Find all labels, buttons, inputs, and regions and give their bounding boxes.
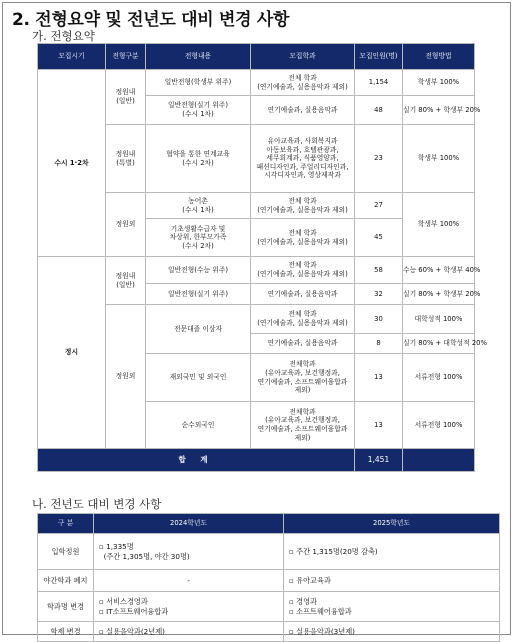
content-cell: 일반전형(실기 위주) — [146, 284, 251, 305]
year-2024-cell: ▫ 1,335명 (주간 1,305명, 야간 30명) — [94, 534, 284, 570]
admission-summary-table — [37, 43, 487, 472]
count-cell: 30 — [355, 305, 403, 334]
department-cell: 전체 학과 (연기예술과, 실용음악과 제외) — [251, 257, 355, 284]
comparison-header-row — [38, 514, 500, 534]
content-cell: 협약을 통한 연계교육 (수시 2차) — [146, 125, 251, 193]
total-empty-cell — [403, 449, 475, 472]
section-heading-summary: 가. 전형요약 — [32, 29, 95, 43]
method-cell: 학생부 100% — [403, 193, 475, 257]
header-division: 구 분 — [38, 514, 94, 534]
content-cell: 일반전형(학생부 위주) — [146, 70, 251, 96]
department-cell: 전체 학과 (연기예술과, 실용음악과 제외) — [251, 305, 355, 334]
table-row — [38, 534, 500, 570]
content-cell: 농어촌 (수시 1차) — [146, 193, 251, 219]
header-count: 모집인원(명) — [355, 44, 403, 70]
table-row — [38, 70, 475, 96]
year-2024-cell: - — [94, 570, 284, 592]
method-cell: 실기 80% + 학생부 20% — [403, 284, 475, 305]
content-cell: 일반전형(수능 위주) — [146, 257, 251, 284]
department-cell: 전체학과 (유아교육과, 보건행정과, 연기예술과, 소프트웨어융합과 제외) — [251, 402, 355, 449]
content-cell: 순수외국인 — [146, 402, 251, 449]
department-cell: 연기예술과, 실용음악과 — [251, 334, 355, 354]
header-year-2025: 2025학년도 — [284, 514, 500, 534]
page-title: 2. 전형요약 및 전년도 대비 변경 사항 — [12, 10, 290, 30]
content-cell: 기초생활수급자 및 차상위, 한부모가족 (수시 2차) — [146, 219, 251, 257]
year-2024-cell: ▫ 서비스경영과 ▫ IT소프트웨어융합과 — [94, 592, 284, 622]
total-value: 1,451 — [355, 449, 403, 472]
department-cell: 연기예술과, 실용음악과 — [251, 96, 355, 125]
count-cell: 8 — [355, 334, 403, 354]
year-2024-cell: ▫ 실용음악과(2년제) — [94, 622, 284, 642]
year-comparison-table — [37, 513, 500, 642]
row-label: 학제 변경 — [38, 622, 94, 642]
row-label: 입학정원 — [38, 534, 94, 570]
year-2025-cell: ▫ 유아교육과 — [284, 570, 500, 592]
table-row — [38, 592, 500, 622]
total-row — [38, 449, 475, 472]
row-label: 학과명 변경 — [38, 592, 94, 622]
count-cell: 58 — [355, 257, 403, 284]
department-cell: 전체 학과 (연기예술과, 실용음악과 제외) — [251, 70, 355, 96]
count-cell: 48 — [355, 96, 403, 125]
method-cell: 서류전형 100% — [403, 354, 475, 402]
summary-header-row — [38, 44, 475, 70]
table-row — [38, 622, 500, 642]
department-cell: 전체 학과 (연기예술과, 실용음악과 제외) — [251, 193, 355, 219]
category-cell: 정원외 — [106, 193, 146, 257]
count-cell: 1,154 — [355, 70, 403, 96]
count-cell: 23 — [355, 125, 403, 193]
table-row — [38, 257, 475, 284]
method-cell: 실기 80% + 학생부 20% — [403, 96, 475, 125]
category-cell: 정원내 (일반) — [106, 70, 146, 125]
header-department: 모집학과 — [251, 44, 355, 70]
content-cell: 재외국민 및 외국인 — [146, 354, 251, 402]
department-cell: 전체 학과 (연기예술과, 실용음악과 제외) — [251, 219, 355, 257]
year-2025-cell: ▫ 주간 1,315명(20명 감축) — [284, 534, 500, 570]
category-cell: 정원내 (일반) — [106, 257, 146, 305]
count-cell: 13 — [355, 354, 403, 402]
method-cell: 실기 80% + 대학성적 20% — [403, 334, 475, 354]
category-cell: 정원외 — [106, 305, 146, 449]
method-cell: 서류전형 100% — [403, 402, 475, 449]
year-2025-cell: ▫ 실용음악과(3년제) — [284, 622, 500, 642]
header-method: 전형방법 — [403, 44, 475, 70]
year-2025-cell: ▫ 경영과 ▫ 소프트웨어융합과 — [284, 592, 500, 622]
department-cell: 유아교육과, 사회복지과 아동보육과, 호텔관광과, 세무회계과, 식품영양과, 패션디자인과, 주얼리디자인과, 시각디자인과, 영상제작과 — [251, 125, 355, 193]
method-cell: 수능 60% + 학생부 40% — [403, 257, 475, 284]
total-label: 합 계 — [38, 449, 355, 472]
header-content: 전형내용 — [146, 44, 251, 70]
period-cell: 정시 — [38, 257, 106, 449]
method-cell: 대학성적 100% — [403, 305, 475, 334]
period-cell: 수시 1·2차 — [38, 70, 106, 257]
count-cell: 27 — [355, 193, 403, 219]
count-cell: 32 — [355, 284, 403, 305]
method-cell: 학생부 100% — [403, 125, 475, 193]
header-period: 모집시기 — [38, 44, 106, 70]
section-heading-changes: 나. 전년도 대비 변경 사항 — [32, 497, 162, 511]
header-category: 전형구분 — [106, 44, 146, 70]
content-cell: 전문대졸 이상자 — [146, 305, 251, 354]
count-cell: 45 — [355, 219, 403, 257]
row-label: 야간학과 폐지 — [38, 570, 94, 592]
table-row — [38, 570, 500, 592]
category-cell: 정원내 (특별) — [106, 125, 146, 193]
content-cell: 일반전형(실기 위주) (수시 1차) — [146, 96, 251, 125]
header-year-2024: 2024학년도 — [94, 514, 284, 534]
department-cell: 연기예술과, 실용음악과 — [251, 284, 355, 305]
count-cell: 13 — [355, 402, 403, 449]
method-cell: 학생부 100% — [403, 70, 475, 96]
department-cell: 전체학과 (유아교육과, 보건행정과, 연기예술과, 소프트웨어융합과 제외) — [251, 354, 355, 402]
